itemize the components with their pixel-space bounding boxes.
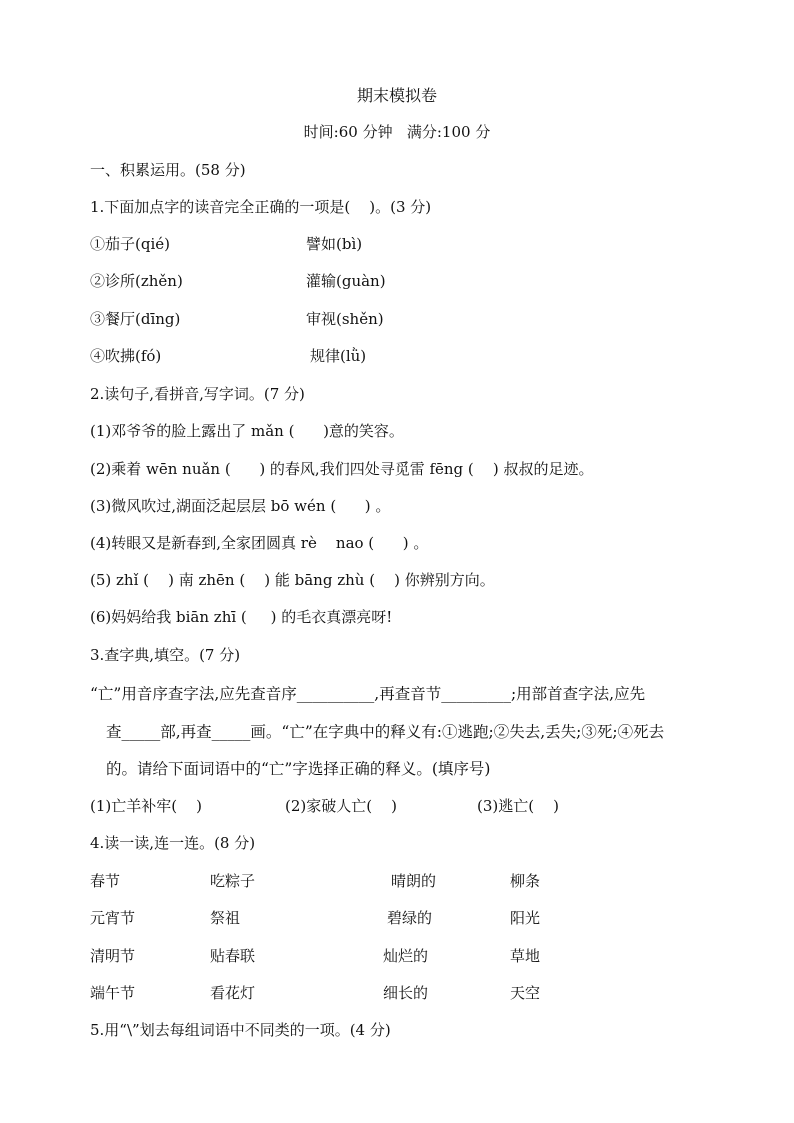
match-term: 春节 bbox=[90, 872, 121, 890]
match-term: 祭祖 bbox=[210, 909, 241, 927]
sentence-item: (5) zhǐ ( ) 南 zhēn ( ) 能 bāng zhù ( ) 你辨别方向。 bbox=[90, 571, 495, 589]
choice-item: (2)家破人亡( ) bbox=[285, 797, 398, 815]
question-stem: 5.用“\”划去每组词语中不同类的一项。(4 分) bbox=[90, 1021, 391, 1039]
paragraph-line: “亡”用音序查字法,应先查音序__________,再查音节_________;用部首查字法,应先 bbox=[90, 685, 646, 703]
match-term: 细长的 bbox=[383, 984, 429, 1002]
option-right: 譬如(bì) bbox=[306, 235, 363, 253]
choice-item: (1)亡羊补牢( ) bbox=[90, 797, 203, 815]
sentence-item: (1)邓爷爷的脸上露出了 mǎn ( )意的笑容。 bbox=[90, 422, 404, 440]
sentence-item: (6)妈妈给我 biān zhī ( ) 的毛衣真漂亮呀! bbox=[90, 608, 393, 626]
match-term: 清明节 bbox=[90, 947, 136, 965]
option-right: 灌输(guàn) bbox=[306, 272, 386, 290]
sentence-item: (4)转眼又是新春到,全家团圆真 rè nao ( ) 。 bbox=[90, 534, 429, 552]
match-term: 吃粽子 bbox=[210, 872, 256, 890]
match-term: 贴春联 bbox=[210, 947, 256, 965]
option-left: ②诊所(zhěn) bbox=[90, 272, 183, 290]
match-term: 晴朗的 bbox=[391, 872, 437, 890]
question-stem: 3.查字典,填空。(7 分) bbox=[90, 646, 241, 664]
match-term: 草地 bbox=[510, 947, 541, 965]
question-stem: 4.读一读,连一连。(8 分) bbox=[90, 834, 256, 852]
exam-time-score: 时间:60 分钟 满分:100 分 bbox=[303, 123, 491, 141]
paragraph-line: 的。请给下面词语中的“亡”字选择正确的释义。(填序号) bbox=[106, 760, 491, 778]
page-title: 期末模拟卷 bbox=[356, 86, 437, 105]
match-term: 看花灯 bbox=[210, 984, 256, 1002]
option-left: ①茄子(qié) bbox=[90, 235, 170, 253]
paragraph-line: 查_____部,再查_____画。“亡”在字典中的释义有:①逃跑;②失去,丢失;③死;④死去 bbox=[106, 723, 665, 741]
sentence-item: (2)乘着 wēn nuǎn ( ) 的春风,我们四处寻觅雷 fēng ( ) 叔叔的足迹。 bbox=[90, 460, 594, 478]
match-term: 碧绿的 bbox=[387, 909, 433, 927]
match-term: 元宵节 bbox=[90, 909, 136, 927]
option-right: 规律(lǜ) bbox=[310, 347, 367, 365]
match-term: 阳光 bbox=[510, 909, 541, 927]
section-heading: 一、积累运用。(58 分) bbox=[90, 161, 246, 179]
option-left: ③餐厅(dīng) bbox=[90, 310, 181, 328]
match-term: 天空 bbox=[510, 984, 541, 1002]
option-left: ④吹拂(fó) bbox=[90, 347, 162, 365]
question-stem: 1.下面加点字的读音完全正确的一项是( )。(3 分) bbox=[90, 198, 432, 216]
match-term: 端午节 bbox=[90, 984, 136, 1002]
match-term: 灿烂的 bbox=[383, 947, 429, 965]
option-right: 审视(shěn) bbox=[306, 310, 384, 328]
question-stem: 2.读句子,看拼音,写字词。(7 分) bbox=[90, 385, 305, 403]
match-term: 柳条 bbox=[510, 872, 541, 890]
choice-item: (3)逃亡( ) bbox=[477, 797, 560, 815]
sentence-item: (3)微风吹过,湖面泛起层层 bō wén ( ) 。 bbox=[90, 497, 391, 515]
